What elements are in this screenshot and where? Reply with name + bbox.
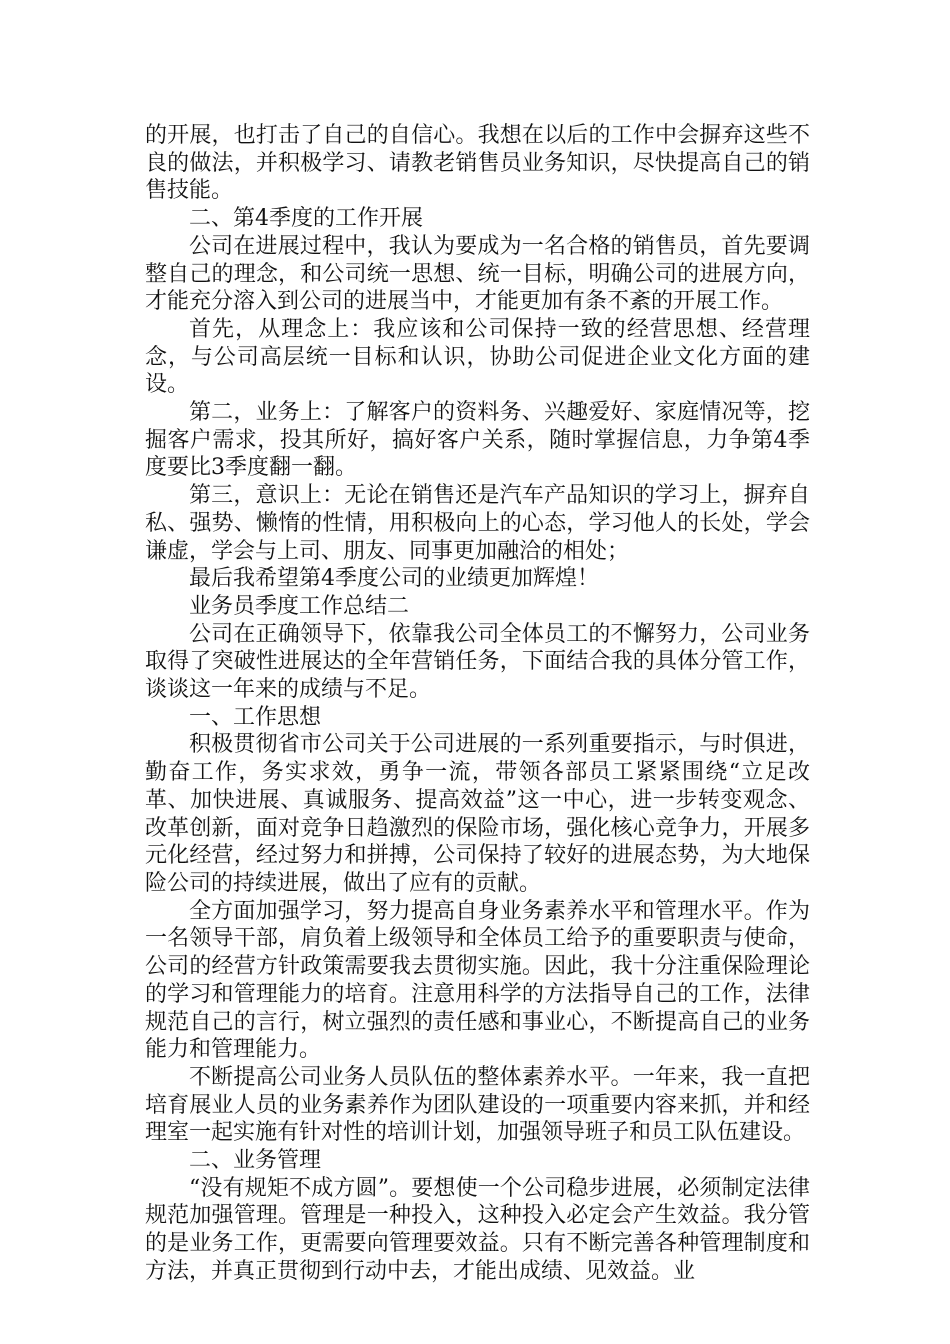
paragraph-summary-intro: 公司在正确领导下，依靠我公司全体员工的不懈努力，公司业务取得了突破性进展达的全年营销任务，下面结合我的具体分管工作，谈谈这一年来的成绩与不足。: [145, 621, 810, 703]
document-page: [145, 122, 810, 1286]
section-heading-work-thought: 一、工作思想: [189, 704, 322, 730]
paragraph-third-awareness: 第三，意识上：无论在销售还是汽车产品知识的学习上，摒弃自私、强势、懒惰的性情，用积极向上的心态，学习他人的长处，学会谦虚，学会与上司、朋友、同事更加融洽的相处；: [145, 483, 810, 564]
paragraph-strengthen-learning: 全方面加强学习，努力提高自身业务素养水平和管理水平。作为一名领导干部，肩负着上级领导和全体员工给予的重要职责与使命，公司的经营方针政策需要我去贯彻实施。因此，我十分注重保险理论的学习和管理能力的培育。注意用科学的方法指导自己的工作，法律规范自己的言行，树立强烈的责任感和事业心，不断提高自己的业务能力和管理能力。: [145, 898, 810, 1063]
section-heading-business-management: 二、业务管理: [189, 1148, 322, 1174]
paragraph-continuation: 的开展，也打击了自己的自信心。我想在以后的工作中会摒弃这些不良的做法，并积极学习、请教老销售员业务知识，尽快提高自己的销售技能。: [145, 123, 810, 204]
paragraph-second-business: 第二，业务上：了解客户的资料务、兴趣爱好、家庭情况等，挖掘客户需求，投其所好，搞好客户关系，随时掌握信息，力争第4季度要比3季度翻一翻。: [145, 400, 810, 481]
paragraph-first-concept: 首先，从理念上：我应该和公司保持一致的经营思想、经营理念，与公司高层统一目标和认识，协助公司促进企业文化方面的建设。: [145, 316, 810, 398]
section-title-summary-two: 业务员季度工作总结二: [189, 593, 410, 619]
paragraph-final-hope: 最后我希望第4季度公司的业绩更加辉煌！: [189, 566, 599, 592]
paragraph-implement-instructions: 积极贯彻省市公司关于公司进展的一系列重要指示，与时俱进，勤奋工作，务实求效，勇争一流，带领各部员工紧紧围绕“立足改革、加快进展、真诚服务、提高效益”这一中心，进一步转变观念、改革创新，面对竞争日趋激烈的保险市场，强化核心竞争力，开展多元化经营，经过努力和拼搏，公司保持了较好的进展态势，为大地保险公司的持续进展，做出了应有的贡献。: [145, 732, 810, 896]
section-heading-q4-work: 二、第4季度的工作开展: [189, 206, 423, 232]
paragraph-rules-management: “没有规矩不成方圆”。要想使一个公司稳步进展，必须制定法律规范加强管理。管理是一种投入，这种投入必定会产生效益。我分管的是业务工作，更需要向管理要效益。只有不断完善各种管理制度和方法，并真正贯彻到行动中去，才能出成绩、见效益。业: [145, 1175, 810, 1284]
paragraph-improve-team: 不断提高公司业务人员队伍的整体素养水平。一年来，我一直把培育展业人员的业务素养作为团队建设的一项重要内容来抓，并和经理室一起实施有针对性的培训计划，加强领导班子和员工队伍建设。: [145, 1064, 810, 1146]
paragraph-company-progress: 公司在进展过程中，我认为要成为一名合格的销售员，首先要调整自己的理念，和公司统一思想、统一目标，明确公司的进展方向，才能充分溶入到公司的进展当中，才能更加有条不紊的开展工作。: [145, 233, 810, 315]
